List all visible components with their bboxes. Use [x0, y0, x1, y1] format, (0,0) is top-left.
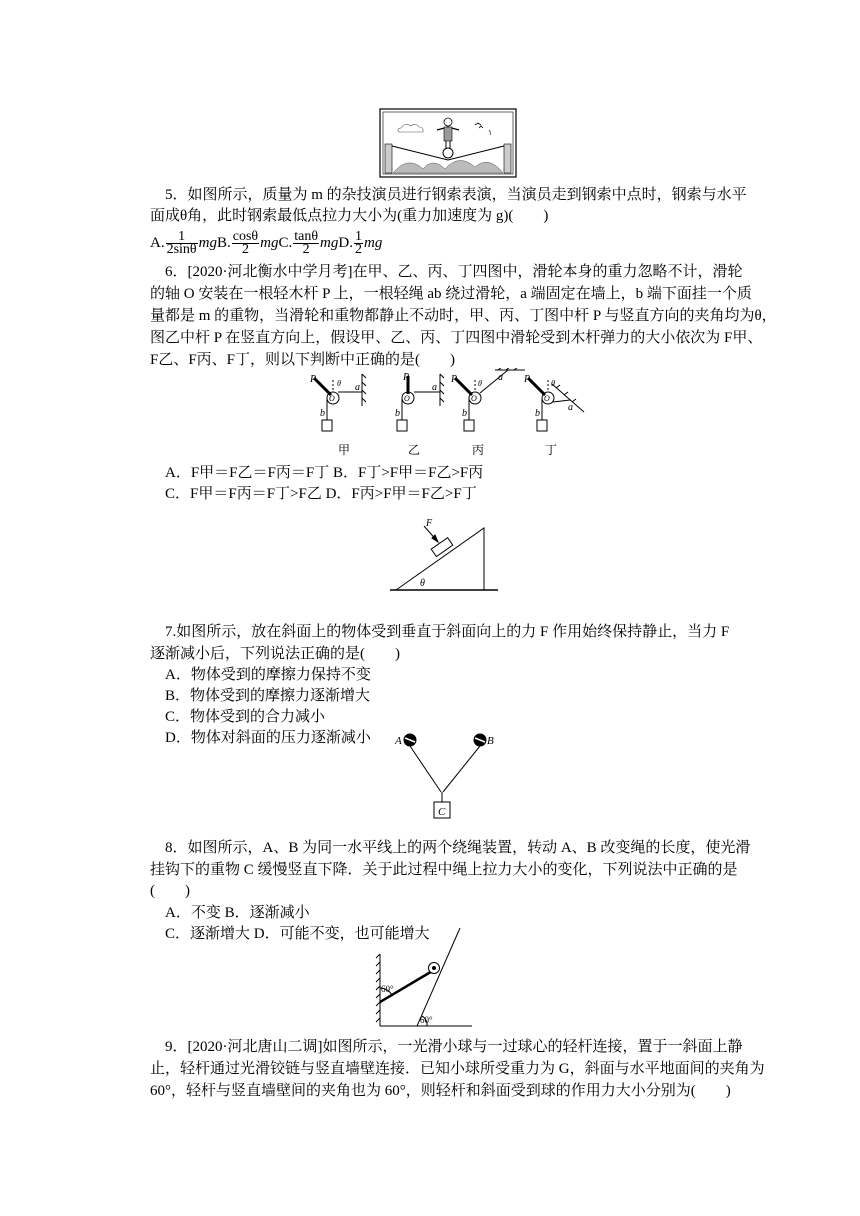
q5-stem-line-1: 5．如图所示，质量为 m 的杂技演员进行钢索表演，当演员走到钢索中点时，钢索与水平 — [165, 187, 747, 203]
q6-stem-line-4: 图乙中杆 P 在竖直方向上，假设甲、乙、丙、丁四图中滑轮受到木杆弹力的大小依次为 F甲、 — [150, 330, 763, 346]
fig-angle-wall-label: 60° — [381, 984, 394, 994]
svg-text:b: b — [395, 408, 400, 419]
q8-stem-line-3: ( ) — [150, 883, 190, 899]
q5-option-d-label: D. — [338, 235, 353, 251]
fig-winder-b-label: B — [487, 735, 494, 747]
q6-stem-line-3: 量都是 m 的重物，当滑轮和重物都静止不动时，甲、丙、丁图中杆 P 与竖直方向的夹角均为θ， — [150, 308, 777, 324]
incline-figure — [386, 516, 502, 596]
q5-option-c-fraction: $\frac{\tan\theta}{2}$ — [294, 229, 319, 258]
q8-options-ab: A．不变 B．逐渐减小 — [165, 905, 310, 921]
svg-text:b: b — [320, 408, 325, 419]
q9-stem-line-3: 60°，轻杆与竖直墙壁间的夹角也为 60°，则轻杆和斜面受到球的作用力大小分别为( ) — [150, 1083, 731, 1099]
svg-text:O: O — [471, 394, 477, 403]
svg-text:θ: θ — [478, 379, 482, 388]
q7-option-a: A．物体受到的摩擦力保持不变 — [165, 667, 371, 683]
q6-stem-line-5: F乙、F丙、F丁，则以下判断中正确的是( ) — [150, 352, 456, 368]
q5-option-a-fraction: $\frac{1}{2\sin\theta}$ — [166, 229, 197, 258]
svg-text:P: P — [524, 374, 531, 385]
svg-text:O: O — [404, 394, 410, 403]
svg-text:a: a — [498, 372, 503, 383]
svg-text:θ: θ — [551, 379, 555, 388]
q8-options-cd: C．逐渐增大 D．可能不变，也可能增大 — [165, 926, 430, 942]
fig-force-label: F — [426, 518, 433, 529]
fig-theta-label: θ — [420, 578, 425, 589]
q6-stem-line-1: 6．[2020·河北衡水中学月考]在甲、乙、丙、丁四图中，滑轮本身的重力忽略不计，滑轮 — [165, 264, 743, 280]
fig-label-jia: 甲 — [338, 443, 351, 457]
tightrope-figure — [379, 108, 517, 178]
q9-stem-line-1: 9．[2020·河北唐山二调]如图所示，一光滑小球与一过球心的轻杆连接，置于一斜面上静 — [165, 1039, 743, 1055]
q7-stem-line-1: 7.如图所示，放在斜面上的物体受到垂直于斜面向上的力 F 作用始终保持静止，当力 F — [165, 624, 730, 640]
q8-stem-line-2: 挂钩下的重物 C 缓慢竖直下降．关于此过程中绳上拉力大小的变化，下列说法中正确的是 — [150, 862, 738, 878]
svg-text:b: b — [535, 408, 540, 419]
q5-option-b-fraction: $\frac{\cos\theta}{2}$ — [232, 229, 259, 258]
q5-option-c-label: C. — [278, 235, 293, 251]
q5-option-b-label: B. — [216, 235, 231, 251]
q5-option-d-fraction: $\frac{1}{2}$ — [354, 229, 362, 258]
q7-option-c: C．物体受到的合力减小 — [165, 709, 326, 725]
winder-figure — [392, 726, 498, 826]
fig-angle-slope-label: 60° — [420, 1015, 433, 1025]
q9-stem-line-2: 止，轻杆通过光滑铰链与竖直墙壁连接．已知小球所受重力为 G，斜面与水平地面间的夹角为 — [150, 1061, 765, 1077]
fig-label-ding: 丁 — [545, 443, 558, 457]
q7-stem-line-2: 逐渐减小后，下列说法正确的是( ) — [150, 646, 400, 662]
q5-option-a-label: A. — [150, 235, 165, 251]
svg-text:P: P — [451, 374, 458, 385]
q6-options-cd: C．F甲＝F丙＝F丁>F乙 D．F丙>F甲＝F乙>F丁 — [165, 486, 477, 502]
fig-label-bing: 丙 — [472, 443, 485, 457]
svg-text:θ: θ — [337, 379, 341, 388]
q6-options-ab: A．F甲＝F乙＝F丙＝F丁 B．F丁>F甲＝F乙>F丙 — [165, 465, 484, 481]
fig-label-yi: 乙 — [408, 443, 421, 457]
svg-text:a: a — [355, 382, 360, 393]
q5-options: A. $\frac{1}{2\sin\theta}$ mgB. $\frac{\cos\theta}{2}$ mgC. $\frac{\tan\theta}{2}$ mgD. $\frac{1}{2}$ mg — [150, 229, 383, 258]
svg-text:a: a — [432, 382, 437, 393]
fig-winder-a-label: A — [395, 735, 402, 747]
svg-text:P: P — [403, 372, 410, 383]
fig-weight-c-label: C — [438, 806, 446, 818]
svg-text:b: b — [462, 408, 467, 419]
q8-stem-line-1: 8．如图所示，A、B 为同一水平线上的两个绕绳装置，转动 A、B 改变绳的长度，使光滑 — [165, 840, 751, 856]
svg-text:O: O — [329, 394, 335, 403]
q5-stem-line-2: 面成θ角，此时钢索最低点拉力大小为(重力加速度为 g)( ) — [150, 208, 549, 224]
svg-text:P: P — [310, 374, 317, 385]
q6-stem-line-2: 的轴 O 安装在一根轻木杆 P 上，一根轻绳 ab 绕过滑轮，a 端固定在墙上，b 端下面挂一个质 — [150, 286, 752, 302]
q7-option-d: D．物体对斜面的压力逐渐减小 — [165, 730, 371, 746]
pulley-figures — [300, 368, 590, 460]
svg-text:O: O — [544, 394, 550, 403]
ball-rod-figure — [372, 926, 478, 1030]
svg-text:a: a — [568, 402, 573, 413]
q7-option-b: B．物体受到的摩擦力逐渐增大 — [165, 688, 371, 704]
